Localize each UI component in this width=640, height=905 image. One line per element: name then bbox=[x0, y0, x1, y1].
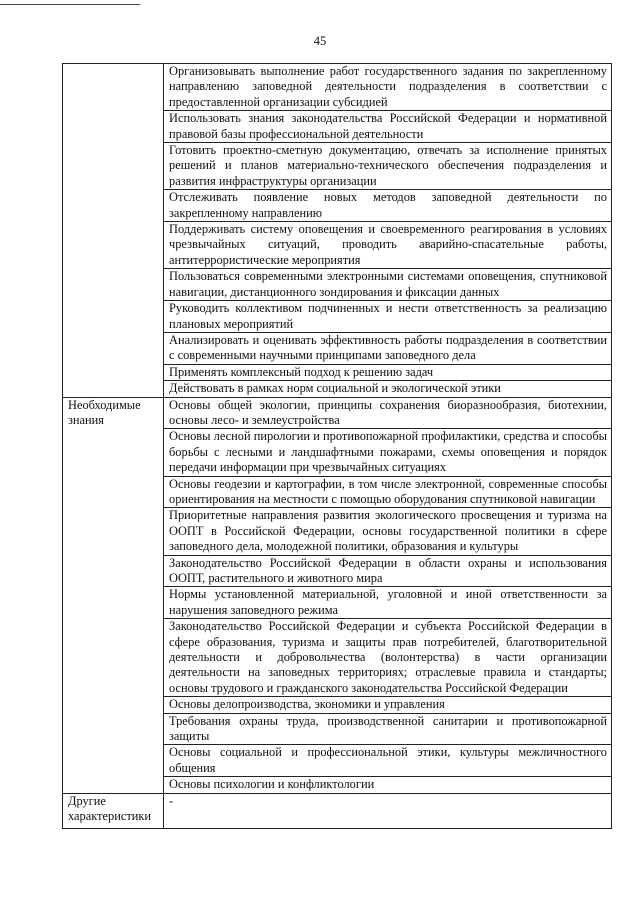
section-label: Необходимые знания bbox=[63, 397, 164, 793]
top-rule bbox=[0, 4, 140, 5]
table-cell-item: Приоритетные направления развития экологического просвещения и туризма на ООПТ в Российской Федерации, основы государственной политики в сфере заповедного дела, молодежной политики, образования и культуры bbox=[164, 508, 612, 555]
section-label bbox=[63, 64, 164, 398]
table-cell-item: Основы лесной пирологии и противопожарной профилактики, средства и способы борьбы с лесными и ландшафтными пожарами, схемы оповещения и порядок передачи информации при чрезвычайных ситуациях bbox=[164, 429, 612, 476]
table-cell-item: Пользоваться современными электронными системами оповещения, спутниковой навигации, дистанционного зондирования и фиксации данных bbox=[164, 269, 612, 301]
table-cell-item: Нормы установленной материальной, уголовной и иной ответственности за нарушения заповедного режима bbox=[164, 587, 612, 619]
table-cell-item: Поддерживать систему оповещения и своевременного реагирования в условиях чрезвычайных ситуаций, проводить аварийно-спасательные работы, антитеррористические мероприятия bbox=[164, 222, 612, 269]
table-cell-item: Применять комплексный подход к решению задач bbox=[164, 364, 612, 380]
section-label: Другие характеристики bbox=[63, 793, 164, 828]
table-row bbox=[63, 793, 612, 828]
table-cell-item: Требования охраны труда, производственной санитарии и противопожарной защиты bbox=[164, 713, 612, 745]
table-cell-item: Основы психологии и конфликтологии bbox=[164, 777, 612, 793]
table-cell-item: Основы общей экологии, принципы сохранения биоразнообразия, биотехнии, основы лесо- и землеустройства bbox=[164, 397, 612, 429]
competency-table bbox=[62, 63, 612, 829]
table-cell-item: Использовать знания законодательства Российской Федерации и нормативной правовой базы профессиональной деятельности bbox=[164, 111, 612, 143]
table-cell-item: Отслеживать появление новых методов заповедной деятельности по закрепленному направлению bbox=[164, 190, 612, 222]
table-cell-item: Анализировать и оценивать эффективность работы подразделения в соответствии с современными научными принципами заповедного дела bbox=[164, 332, 612, 364]
table-cell-item: Организовывать выполнение работ государственного задания по закрепленному направлению заповедной деятельности подразделения в соответствии с предоставленной организации субсидией bbox=[164, 64, 612, 111]
table-cell-item: Готовить проектно-сметную документацию, отвечать за исполнение принятых решений и планов материально-технического обеспечения подразделения и развития инфраструктуры организации bbox=[164, 143, 612, 190]
table-cell-item: Руководить коллективом подчиненных и нести ответственность за реализацию плановых мероприятий bbox=[164, 301, 612, 333]
table-cell-item: Законодательство Российской Федерации в области охраны и использования ООПТ, растительного и животного мира bbox=[164, 555, 612, 587]
table-row bbox=[63, 64, 612, 111]
page-number: 45 bbox=[313, 34, 327, 48]
table-cell-item: Основы делопроизводства, экономики и управления bbox=[164, 697, 612, 713]
table-cell-item: Основы социальной и профессиональной этики, культуры межличностного общения bbox=[164, 745, 612, 777]
table-cell-item: Основы геодезии и картографии, в том числе электронной, современные способы ориентирования на местности с помощью оборудования спутниковой навигации bbox=[164, 476, 612, 508]
table-cell-item: Законодательство Российской Федерации и субъекта Российской Федерации в сфере образования, туризма и защиты прав потребителей, благотворительной деятельности и добровольчества (волонтерства) в части организации деятельности на заповедных территориях; отраслевые правила и стандарты; основы трудового и гражданского законодательства Российской Федерации bbox=[164, 619, 612, 697]
table-row bbox=[63, 397, 612, 429]
table-cell-item: Действовать в рамках норм социальной и экологической этики bbox=[164, 381, 612, 397]
table-cell-item: - bbox=[164, 793, 612, 828]
